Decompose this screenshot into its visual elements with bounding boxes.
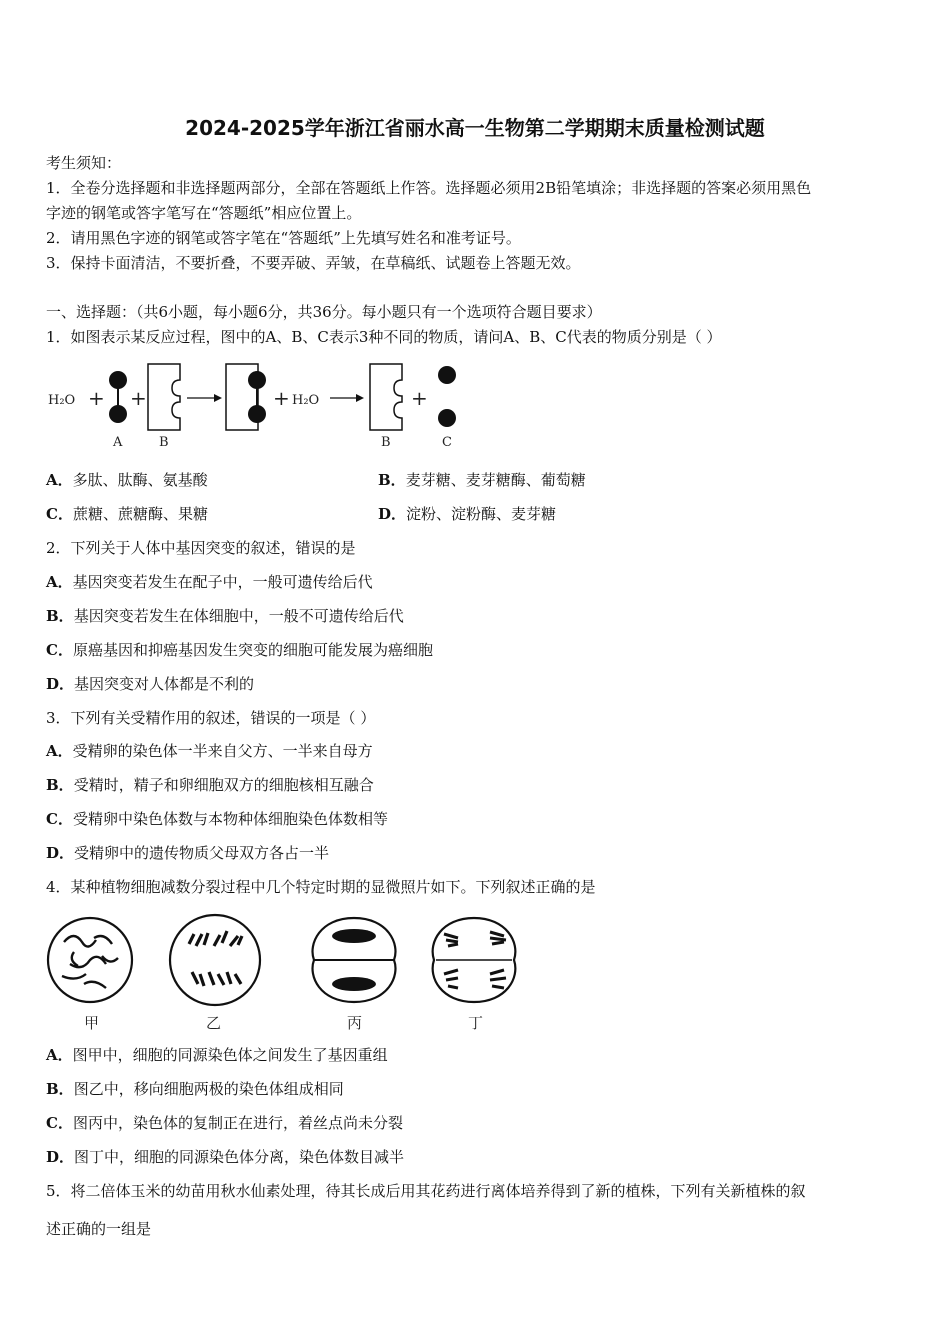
option-label: C． — [46, 1114, 73, 1132]
plus-sign: + — [88, 386, 105, 410]
option-label: D． — [46, 844, 75, 862]
option-label: D． — [46, 1148, 75, 1166]
q1-option-b[interactable] — [378, 470, 586, 490]
q4-option-d[interactable] — [46, 1147, 404, 1167]
option-text: 图丙中，染色体的复制正在进行，着丝点尚未分裂 — [72, 1114, 403, 1132]
option-label: B． — [46, 607, 74, 625]
question-5-stem-continued: 述正确的一组是 — [46, 1220, 152, 1238]
question-1-stem: 1．如图表示某反应过程，图中的A、B、C表示3种不同的物质，请问A、B、C代表的物质分别是（ ） — [46, 328, 722, 346]
notice-heading: 考生须知： — [46, 154, 122, 172]
option-text: 图乙中，移向细胞两极的染色体组成相同 — [73, 1080, 344, 1098]
notice-item: 3．保持卡面清洁，不要折叠，不要弄破、弄皱，在草稿纸、试题卷上答题无效。 — [46, 254, 581, 272]
option-label: C． — [46, 641, 73, 659]
plus-sign: + — [273, 386, 290, 410]
label-a: A — [113, 435, 123, 450]
option-text: 原癌基因和抑癌基因发生突变的细胞可能发展为癌细胞 — [72, 641, 433, 659]
arrow-1-head — [214, 394, 222, 402]
q1-reaction-figure — [44, 360, 464, 455]
q3-option-a[interactable] — [46, 741, 373, 761]
notice-item: 1．全卷分选择题和非选择题两部分，全部在答题纸上作答。选择题必须用2B铅笔填涂；非选择题的答案必须用黑色 — [46, 179, 812, 197]
question-4-stem: 4．某种植物细胞减数分裂过程中几个特定时期的显微照片如下。下列叙述正确的是 — [46, 878, 596, 896]
option-label: B． — [46, 1080, 74, 1098]
option-text: 受精卵中的遗传物质父母双方各占一半 — [74, 844, 330, 862]
q1-option-c[interactable] — [46, 504, 208, 524]
option-text: 基因突变若发生在体细胞中，一般不可遗传给后代 — [73, 607, 404, 625]
plus-sign: + — [411, 386, 428, 410]
enzyme-b — [148, 364, 180, 430]
q4-option-c[interactable] — [46, 1113, 403, 1133]
label-jia: 甲 — [84, 1014, 100, 1032]
option-text: 图丁中，细胞的同源染色体分离，染色体数目减半 — [74, 1148, 405, 1166]
question-5-stem: 5．将二倍体玉米的幼苗用秋水仙素处理，待其长成后用其花药进行离体培养得到了新的植株，下列有关新植株的叙 — [46, 1182, 806, 1200]
option-text: 基因突变对人体都是不利的 — [74, 675, 255, 693]
option-label: C． — [46, 505, 73, 523]
q3-option-b[interactable] — [46, 775, 374, 795]
notice-item: 字迹的钢笔或答字笔写在“答题纸”相应位置上。 — [46, 204, 362, 222]
product-c-bottom — [438, 409, 456, 427]
question-3-stem: 3．下列有关受精作用的叙述，错误的一项是（ ） — [46, 709, 376, 727]
enzyme-b-released — [370, 364, 402, 430]
option-text: 受精卵的染色体一半来自父方、一半来自母方 — [72, 742, 373, 760]
q2-option-a[interactable] — [46, 572, 373, 592]
cell-yi — [170, 915, 260, 1005]
option-label: B． — [378, 471, 406, 489]
cell-ding — [433, 918, 516, 1002]
complex-molecule-top — [248, 371, 266, 389]
complex-molecule-bottom — [248, 405, 266, 423]
option-text: 多肽、肽酶、氨基酸 — [72, 471, 208, 489]
option-label: D． — [378, 505, 407, 523]
q2-option-d[interactable] — [46, 674, 254, 694]
option-text: 淀粉、淀粉酶、麦芽糖 — [406, 505, 557, 523]
cell-bing — [313, 918, 396, 1002]
option-text: 基因突变若发生在配子中，一般可遗传给后代 — [72, 573, 373, 591]
option-label: A． — [46, 471, 73, 489]
plus-sign: + — [130, 386, 147, 410]
option-text: 麦芽糖、麦芽糖酶、葡萄糖 — [405, 471, 586, 489]
label-ding: 丁 — [468, 1014, 484, 1032]
option-label: B． — [46, 776, 74, 794]
cell-jia — [48, 918, 132, 1002]
option-text: 图甲中，细胞的同源染色体之间发生了基因重组 — [72, 1046, 388, 1064]
h2o-label-1: H₂O — [48, 393, 76, 408]
q4-option-a[interactable] — [46, 1045, 388, 1065]
molecule-a-top — [109, 371, 127, 389]
option-label: D． — [46, 675, 75, 693]
label-c: C — [442, 435, 452, 450]
h2o-label-2: H₂O — [292, 393, 320, 408]
q2-option-b[interactable] — [46, 606, 404, 626]
label-b-2: B — [381, 435, 391, 450]
option-label: A． — [46, 573, 73, 591]
notice-item: 2．请用黑色字迹的钢笔或答字笔在“答题纸”上先填写姓名和准考证号。 — [46, 229, 521, 247]
option-label: C． — [46, 810, 73, 828]
label-yi: 乙 — [206, 1014, 222, 1032]
label-bing: 丙 — [347, 1014, 363, 1032]
q1-option-a[interactable] — [46, 470, 208, 490]
option-text: 受精卵中染色体数与本物种体细胞染色体数相等 — [72, 810, 388, 828]
option-text: 受精时，精子和卵细胞双方的细胞核相互融合 — [73, 776, 374, 794]
option-label: A． — [46, 742, 73, 760]
section-heading: 一、选择题：（共6小题，每小题6分，共36分。每小题只有一个选项符合题目要求） — [46, 303, 602, 321]
q4-option-b[interactable] — [46, 1079, 344, 1099]
option-text: 蔗糖、蔗糖酶、果糖 — [72, 505, 208, 523]
q1-option-d[interactable] — [378, 504, 556, 524]
q2-option-c[interactable] — [46, 640, 433, 660]
question-2-stem: 2．下列关于人体中基因突变的叙述，错误的是 — [46, 539, 356, 557]
q3-option-c[interactable] — [46, 809, 388, 829]
q4-meiosis-figure — [44, 912, 534, 1034]
page-title: 2024-2025学年浙江省丽水高一生物第二学期期末质量检测试题 — [185, 116, 765, 140]
q3-option-d[interactable] — [46, 843, 329, 863]
arrow-2-head — [356, 394, 364, 402]
product-c-top — [438, 366, 456, 384]
label-b: B — [159, 435, 169, 450]
option-label: A． — [46, 1046, 73, 1064]
molecule-a-bottom — [109, 405, 127, 423]
